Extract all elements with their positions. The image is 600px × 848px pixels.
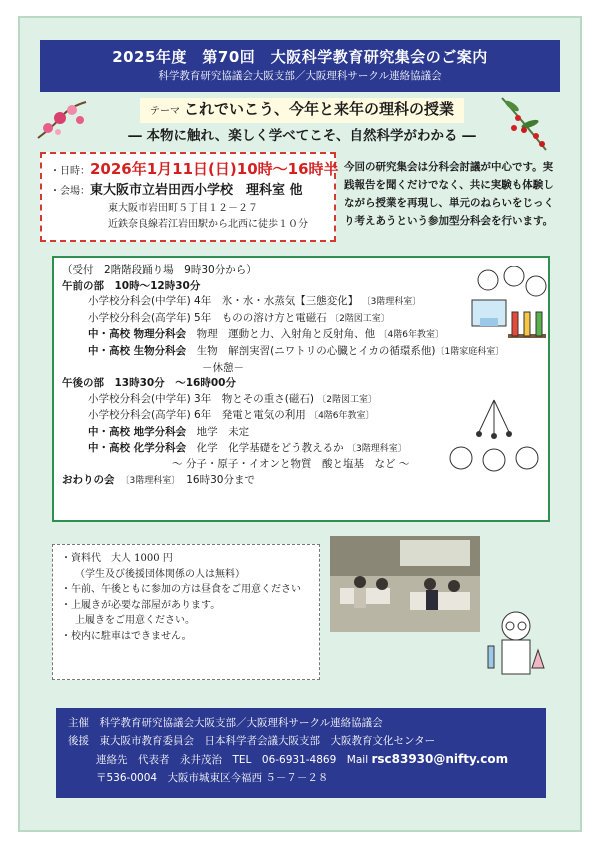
session-content: 地学 未定: [196, 425, 250, 438]
pm-title: 午後の部 13時30分 ～16時00分: [62, 377, 236, 390]
note-lunch: ・午前、午後ともに参加の方は昼食をご用意ください: [61, 584, 301, 595]
session-room: 〔2階図工室〕: [317, 394, 377, 405]
session-content: 化学 化学基礎をどう教えるか: [196, 441, 344, 454]
session-content: 3年 物とその重さ(磁石): [194, 392, 314, 405]
title-banner: [40, 40, 560, 92]
session-content: 生物 解剖実習(ニワトリの心臓とイカの循環系他): [196, 344, 436, 357]
event-date: 2026年1月11日(日)10時～16時半: [90, 160, 339, 178]
event-venue: 東大阪市立岩田西小学校 理科室 他: [90, 183, 303, 198]
session-name: 中・高校 地学分科会: [88, 425, 187, 438]
schedule-box: [52, 256, 550, 522]
contact-address: 〒536-0004 大阪市城東区今福西 ５－７－２８: [96, 772, 329, 784]
session-room: 〔4階6年教室〕: [309, 411, 375, 422]
note-fee: ・資料代 大人 1000 円: [61, 553, 173, 564]
contact-label: 連絡先 代表者: [96, 754, 170, 766]
intro-text: 今回の研究集会は分科会討議が中心です。実践報告を聞くだけでなく、共に実験も体験しながら授業を再現し、単元のねらいをじっくり考えあうという参加型分科会を行います。: [344, 161, 554, 227]
date-row: [50, 160, 339, 181]
reception-line: （受付 2階階段踊り場 9時30分から）: [62, 264, 257, 276]
flyer-title: 2025年度 第70回 大阪科学教育研究集会のご案内: [112, 48, 488, 66]
note-shoes-2: 上履きをご用意ください。: [75, 615, 195, 626]
session-name: 中・高校 物理分科会: [88, 328, 187, 341]
note-parking: ・校内に駐車はできません。: [61, 630, 192, 642]
notes-box: [52, 544, 320, 680]
am-title: 午前の部 10時～12時30分: [62, 279, 201, 292]
session-name: 中・高校 化学分科会: [88, 441, 187, 454]
contact-name: 永井茂治: [180, 754, 222, 766]
host-line: 主催 科学教育研究協議会大阪支部／大阪理科サークル連絡協議会: [68, 717, 383, 729]
venue-access: 近鉄奈良線若江岩田駅から北西に徒歩１０分: [108, 219, 308, 230]
theme-label: テーマ: [149, 106, 180, 117]
scientist-illustration: [480, 606, 552, 686]
theme-line: [140, 98, 464, 123]
contact-email[interactable]: rsc83930@nifty.com: [371, 752, 509, 766]
venue-row: [50, 181, 326, 201]
classroom-photo-image: [330, 536, 480, 632]
session-name: 小学校分科会(高学年): [88, 409, 191, 422]
plum-blossom-icon: [34, 98, 90, 142]
session-room: 〔4階6年教室〕: [378, 330, 444, 341]
mail-label: Mail: [346, 754, 369, 766]
closing-time: 16時30分まで: [186, 473, 255, 486]
contact-tel: TEL 06-6931-4869: [232, 754, 337, 766]
closing-title: おわりの会: [62, 473, 115, 486]
session-room: 〔2階図工室〕: [330, 313, 390, 324]
footer-banner: [56, 708, 546, 798]
note-shoes: ・上履きが必要な部屋があります。: [61, 599, 221, 611]
session-content: 4年 氷・水・水蒸気【三態変化】: [194, 295, 359, 308]
support-line: 後援 東大阪市教育委員会 日本科学者会議大阪支部 大阪教育文化センター: [68, 735, 436, 747]
session-content: 物理 運動と力、入射角と反射角、他: [196, 328, 376, 341]
theme-block: [96, 98, 508, 147]
venue-label: ・会場：: [50, 186, 90, 197]
berry-branch-icon: [496, 94, 554, 154]
theme-sub: ― 本物に触れ、楽しく学べてこそ、自然科学がわかる ―: [128, 128, 476, 144]
theme-main: これでいこう、今年と来年の理科の授業: [183, 100, 454, 118]
kids-experiment-illustration: [464, 266, 550, 370]
contact-line: [68, 750, 534, 769]
session-name: 小学校分科会(中学年): [88, 392, 191, 405]
event-info-box: [40, 152, 339, 242]
venue-address: 東大阪市岩田町５丁目１２－２７: [108, 203, 258, 214]
session-room: 〔1階家庭科室〕: [435, 346, 505, 357]
session-room: 〔3階理科室〕: [361, 297, 422, 308]
closing-room: 〔3階理科室〕: [125, 475, 176, 486]
session-room: 〔3階理科室〕: [347, 443, 407, 454]
organizer-names: 科学教育研究協議会大阪支部／大阪理科サークル連絡協議会: [158, 70, 442, 82]
date-label: ・日時：: [50, 166, 90, 177]
session-name: 小学校分科会(高学年): [88, 311, 191, 324]
classroom-photo: [330, 536, 480, 632]
note-fee-detail: （学生及び後援団体関係の人は無料）: [75, 568, 245, 580]
break-line: －休憩－: [202, 361, 244, 374]
session-content: 6年 発電と電気の利用: [194, 409, 306, 422]
pm-session-4-topics: ～ 分子・原子・イオンと物質 酸と塩基 など ～: [172, 458, 410, 471]
session-name: 中・高校 生物分科会: [88, 344, 187, 357]
session-content: 5年 ものの溶け方と電磁石: [194, 311, 327, 324]
pendulum-illustration: [439, 398, 549, 478]
session-name: 小学校分科会(中学年): [88, 295, 191, 308]
